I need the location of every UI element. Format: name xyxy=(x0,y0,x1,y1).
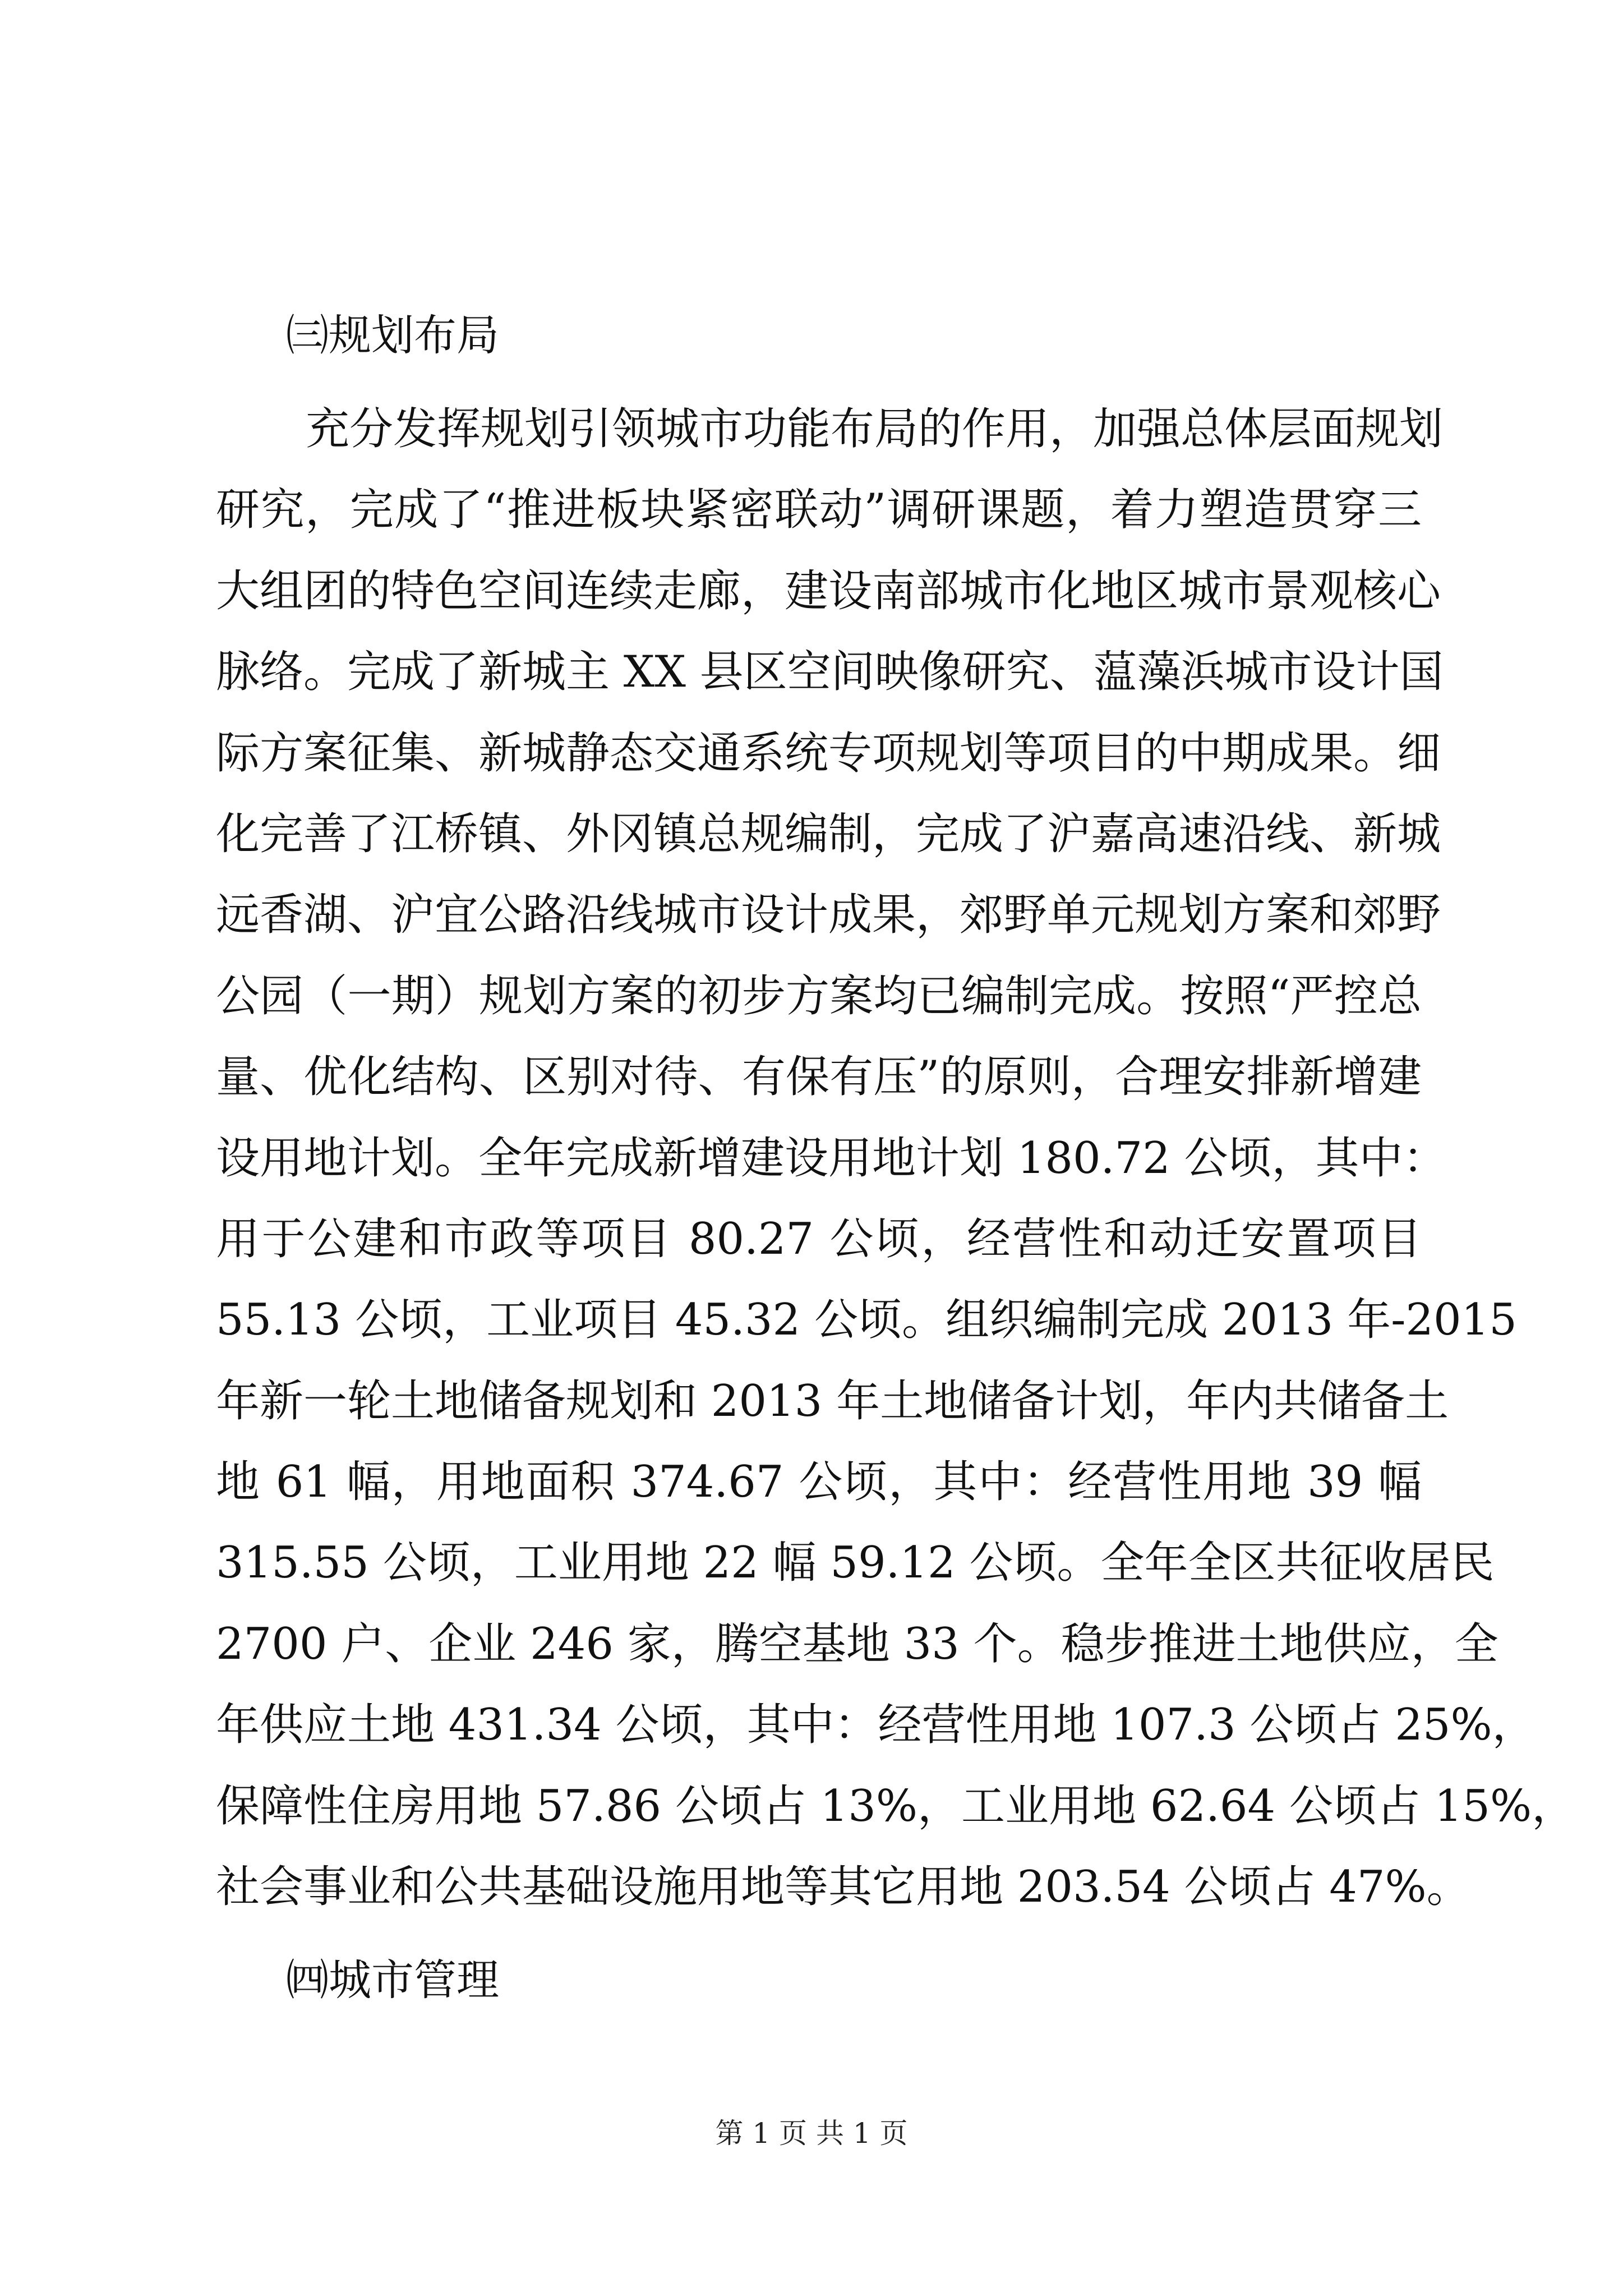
paragraph-line: 化完善了江桥镇、外冈镇总规编制，完成了沪嘉高速沿线、新城 xyxy=(216,808,1441,859)
paragraph-line: 充分发挥规划引领城市功能布局的作用，加强总体层面规划 xyxy=(306,404,1444,454)
page-footer: 第 1 页 共 1 页 xyxy=(715,2117,908,2150)
paragraph-line: 际方案征集、新城静态交通系统专项规划等项目的中期成果。细 xyxy=(216,728,1441,779)
paragraph-line: 年供应土地 431.34 公顷，其中：经营性用地 107.3 公顷占 25%， xyxy=(216,1700,1536,1751)
body-paragraph xyxy=(216,389,1576,1927)
paragraph-line: 用于公建和市政等项目 80.27 公顷，经营性和动迁安置项目 xyxy=(216,1213,1422,1264)
paragraph-line: 年新一轮土地储备规划和 2013 年土地储备计划，年内共储备土 xyxy=(216,1375,1449,1427)
paragraph-line: 保障性住房用地 57.86 公顷占 13%，工业用地 62.64 公顷占 15%， xyxy=(216,1780,1576,1832)
paragraph-line: 研究，完成了“推进板块紧密联动”调研课题，着力塑造贯穿三 xyxy=(216,485,1422,536)
paragraph-line: 2700 户、企业 246 家，腾空基地 33 个。稳步推进土地供应，全 xyxy=(216,1618,1498,1669)
paragraph-line: 设用地计划。全年完成新增建设用地计划 180.72 公顷，其中： xyxy=(216,1133,1447,1184)
paragraph-line: 脉络。完成了新城主 XX 县区空间映像研究、蕰藻浜城市设计国 xyxy=(216,647,1444,698)
paragraph-line: 大组团的特色空间连续走廊，建设南部城市化地区城市景观核心 xyxy=(216,565,1441,616)
paragraph-line: 量、优化结构、区别对待、有保有压”的原则，合理安排新增建 xyxy=(216,1052,1422,1103)
paragraph-line: 远香湖、沪宜公路沿线城市设计成果，郊野单元规划方案和郊野 xyxy=(216,890,1441,941)
paragraph-line: 公园（一期）规划方案的初步方案均已编制完成。按照“严控总 xyxy=(216,970,1422,1022)
paragraph-line: 社会事业和公共基础设施用地等其它用地 203.54 公顷占 47%。 xyxy=(216,1862,1470,1913)
paragraph-line: 315.55 公顷，工业用地 22 幅 59.12 公顷。全年全区共征收居民 xyxy=(216,1538,1495,1589)
paragraph-line: 55.13 公顷，工业项目 45.32 公顷。组织编制完成 2013 年-2015 xyxy=(216,1295,1517,1346)
section-heading-planning-layout: ㈢规划布局 xyxy=(286,310,499,360)
paragraph-line: 地 61 幅，用地面积 374.67 公顷，其中：经营性用地 39 幅 xyxy=(216,1457,1422,1508)
section-heading-city-management: ㈣城市管理 xyxy=(286,1955,499,2005)
